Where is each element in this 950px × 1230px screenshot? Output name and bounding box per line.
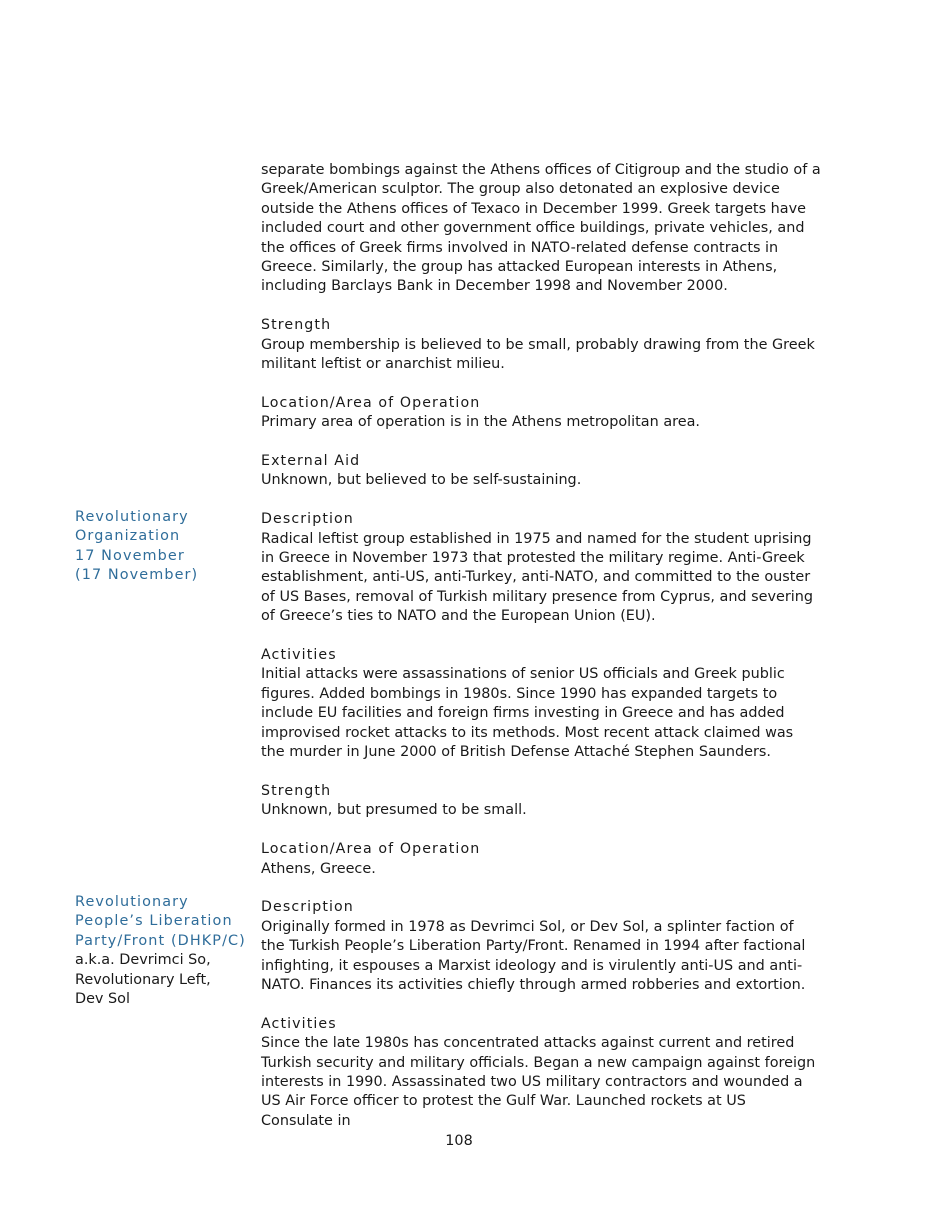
org-name-line: 17 November bbox=[75, 547, 185, 564]
org-name-line: Revolutionary bbox=[75, 894, 189, 910]
main-text-column bbox=[261, 161, 821, 1131]
section-text-description: Originally formed in 1978 as Devrimci Sol, or Dev Sol, a splinter faction of the Turkish People’s Liberation Party/Front. Renamed in 1994 after factional infighting, it espouses a Marxist ideology and is virulently anti-US and anti-NATO. Finances its activities chiefly through armed robberies and extortion. bbox=[261, 918, 806, 993]
org-name-line: People’s Liberation bbox=[75, 913, 233, 930]
section-text-activities: Initial attacks were assassinations of senior US officials and Greek public figures. Added bombings in 1980s. Since 1990 has expanded targets to include EU facilities and foreign firms investing in Greece and has added improvised rocket attacks to its methods. Most recent attack claimed was the murder in June 2000 of British Defense Attaché Stephen Saunders. bbox=[261, 666, 794, 761]
section-heading-location: Location/Area of Operation bbox=[261, 394, 481, 411]
section-text-location: Primary area of operation is in the Athens metropolitan area. bbox=[261, 414, 700, 431]
section-text-strength: Group membership is believed to be small, probably drawing from the Greek militant leftist or anarchist milieu. bbox=[261, 336, 815, 373]
section-text-location: Athens, Greece. bbox=[261, 860, 376, 877]
org-name-line: Organization bbox=[75, 528, 181, 545]
aka-line: Dev Sol bbox=[75, 991, 130, 1008]
continuation-paragraph: separate bombings against the Athens offices of Citigroup and the studio of a Greek/American sculptor. The group also detonated an explosive device outside the Athens offices of Texaco in December 1999. Greek targets have included court and other government office buildings, private vehicles, and the offices of Greek firms involved in NATO-related defense contracts in Greece. Similarly, the group has attacked European interests in Athens, including Barclays Bank in December 1998 and November 2000. bbox=[261, 162, 821, 295]
sidebar-entry-dhkpc bbox=[75, 893, 255, 1009]
section-heading-strength: Strength bbox=[261, 317, 332, 334]
sidebar-entry-17-november bbox=[75, 508, 255, 586]
section-heading-location: Location/Area of Operation bbox=[261, 841, 481, 858]
org-name-line: Revolutionary bbox=[75, 509, 189, 525]
section-heading-description: Description bbox=[261, 511, 354, 528]
org-name-line: Party/Front (DHKP/C) bbox=[75, 932, 246, 949]
section-text-activities: Since the late 1980s has concentrated attacks against current and retired Turkish security and military officials. Began a new campaign against foreign interests in 1990. Assassinated two US military contractors and wounded a US Air Force officer to protest the Gulf War. Launched rockets at US Consulate in bbox=[261, 1035, 816, 1129]
section-heading-activities: Activities bbox=[261, 1015, 337, 1032]
aka-line: Revolutionary Left, bbox=[75, 971, 211, 988]
section-text-strength: Unknown, but presumed to be small. bbox=[261, 802, 527, 819]
aka-line: a.k.a. Devrimci So, bbox=[75, 952, 211, 969]
section-heading-external-aid: External Aid bbox=[261, 453, 361, 470]
org-name-line: (17 November) bbox=[75, 567, 199, 584]
section-text-external-aid: Unknown, but believed to be self-sustaining. bbox=[261, 472, 582, 489]
section-heading-activities: Activities bbox=[261, 647, 337, 664]
section-text-description: Radical leftist group established in 1975 and named for the student uprising in Greece in November 1973 that protested the military regime. Anti-Greek establishment, anti-US, anti-Turkey, anti-NATO, and committed to the ouster of US Bases, removal of Turkish military presence from Cyprus, and severing of Greece’s ties to NATO and the European Union (EU). bbox=[261, 530, 814, 625]
page-number: 108 bbox=[445, 1133, 473, 1149]
section-heading-description: Description bbox=[261, 899, 354, 916]
section-heading-strength: Strength bbox=[261, 782, 332, 799]
